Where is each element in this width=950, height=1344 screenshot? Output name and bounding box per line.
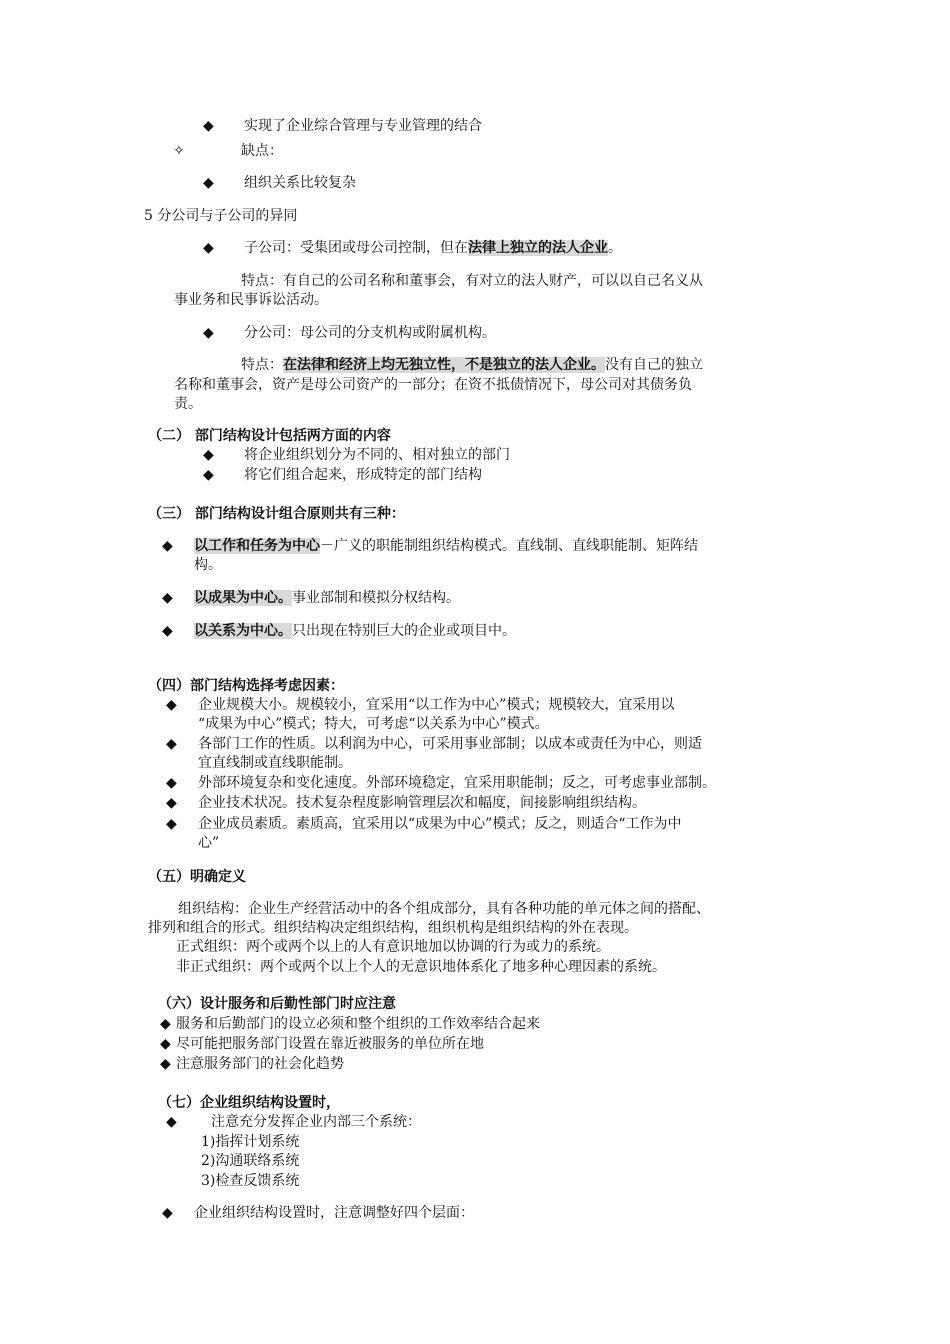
paragraph-line: 宜直线制或直线职能制。 <box>198 755 352 771</box>
highlight-text: 以成果为中心。 <box>194 590 292 606</box>
disadvantage-label: 缺点： <box>241 143 283 159</box>
section-heading: （四）部门结构选择考虑因素： <box>148 678 344 694</box>
highlight-text: 法律上独立的法人企业 <box>468 240 608 256</box>
list-item: 将它们组合起来，形成特定的部门结构 <box>244 467 482 483</box>
list-item: 实现了企业综合管理与专业管理的结合 <box>244 118 482 134</box>
highlight-text: 以工作和任务为中心 <box>194 538 320 554</box>
definition-line: 非正式组织：两个或两个以上个人的无意识地体系化了地多种心理因素的系统。 <box>176 959 666 975</box>
diamond-bullet-icon: ◆ <box>166 775 177 791</box>
definition-line: 组织结构：企业生产经营活动中的各个组成部分，具有各种功能的单元体之间的搭配、 <box>178 901 710 917</box>
diamond-bullet-icon: ◆ <box>166 816 177 832</box>
paragraph-line: 事业务和民事诉讼活动。 <box>174 292 328 308</box>
list-item: 各部门工作的性质。以利润为中心，可采用事业部制；以成本或责任为中心，则适 <box>198 736 702 752</box>
principle-line <box>194 537 698 556</box>
list-item: 服务和后勤部门的设立必须和整个组织的工作效率结合起来 <box>176 1016 540 1032</box>
diamond-bullet-icon: ◆ <box>203 447 214 463</box>
text: 子公司：受集团或母公司控制，但在 <box>244 240 468 256</box>
diamond-bullet-icon: ◆ <box>203 325 214 341</box>
section-heading: （二） 部门结构设计包括两方面的内容 <box>148 428 391 444</box>
section-heading: （五）明确定义 <box>148 869 246 885</box>
diamond-bullet-icon: ◆ <box>162 623 173 639</box>
list-item: 分公司：母公司的分支机构或附属机构。 <box>244 325 496 341</box>
paragraph-line: 责。 <box>174 396 202 412</box>
diamond-bullet-icon: ◆ <box>166 736 177 752</box>
principle-line <box>194 589 460 608</box>
text: 特点： <box>241 357 283 373</box>
paragraph-line: “成果为中心”模式；特大，可考虑“以关系为中心”模式。 <box>198 716 549 732</box>
diamond-bullet-icon: ◆ <box>166 697 177 713</box>
section-heading: 5 分公司与子公司的异同 <box>144 208 298 224</box>
principle-line <box>194 622 516 641</box>
diamond-bullet-icon: ◆ <box>160 1036 171 1052</box>
definition-line: 排列和组合的形式。组织结构决定组织结构，组织机构是组织结构的外在表现。 <box>148 920 638 936</box>
section-heading: （六）设计服务和后勤性部门时应注意 <box>158 996 396 1012</box>
diamond-bullet-icon: ◆ <box>166 795 177 811</box>
diamond-bullet-icon: ◆ <box>160 1016 171 1032</box>
list-item: 企业规模大小。规模较小，宜采用“以工作为中心”模式；规模较大，宜采用以 <box>198 697 675 713</box>
branch-feature-line <box>241 356 703 375</box>
paragraph-line: 特点：有自己的公司名称和董事会，有对立的法人财产，可以以自己名义从 <box>241 273 703 289</box>
highlight-text: 以关系为中心。 <box>194 623 292 639</box>
diamond-bullet-icon: ◆ <box>160 1056 171 1072</box>
section-heading: （三） 部门结构设计组合原则共有三种： <box>148 506 405 522</box>
list-item: 企业成员素质。素质高，宜采用以“成果为中心”模式；反之，则适合“工作为中 <box>198 816 682 832</box>
text: 。 <box>608 240 622 256</box>
list-item: 组织关系比较复杂 <box>244 175 356 191</box>
text: 没有自己的独立 <box>605 357 703 373</box>
diamond-bullet-icon: ◆ <box>203 467 214 483</box>
list-item: 注意充分发挥企业内部三个系统： <box>211 1114 421 1130</box>
diamond-bullet-icon: ◆ <box>203 175 214 191</box>
system-item: 1)指挥计划系统 <box>201 1134 300 1150</box>
diamond-bullet-icon: ◆ <box>162 590 173 606</box>
list-item: 外部环境复杂和变化速度。外部环境稳定，宜采用职能制；反之，可考虑事业部制。 <box>198 775 716 791</box>
diamond-bullet-icon: ◆ <box>162 1205 173 1221</box>
paragraph-line: 构。 <box>194 557 222 573</box>
text: 事业部制和模拟分权结构。 <box>292 590 460 606</box>
paragraph-line: 名称和董事会，资产是母公司资产的一部分；在资不抵债情况下，母公司对其债务负 <box>174 377 692 393</box>
list-item: 注意服务部门的社会化趋势 <box>176 1056 344 1072</box>
definition-line: 正式组织：两个或两个以上的人有意识地加以协调的行为或力的系统。 <box>176 939 610 955</box>
diamond-bullet-icon: ◆ <box>166 1114 177 1130</box>
list-item: 企业组织结构设置时，注意调整好四个层面： <box>194 1205 474 1221</box>
text: －广义的职能制组织结构模式。直线制、直线职能制、矩阵结 <box>320 538 698 554</box>
subsidiary-line <box>244 239 622 258</box>
paragraph-line: 心” <box>198 835 220 851</box>
system-item: 3)检查反馈系统 <box>201 1173 300 1189</box>
system-item: 2)沟通联络系统 <box>201 1153 300 1169</box>
open-star-bullet-icon: ✧ <box>173 143 185 159</box>
diamond-bullet-icon: ◆ <box>162 538 173 554</box>
highlight-text: 在法律和经济上均无独立性，不是独立的法人企业。 <box>283 357 605 373</box>
list-item: 尽可能把服务部门设置在靠近被服务的单位所在地 <box>176 1036 484 1052</box>
diamond-bullet-icon: ◆ <box>203 240 214 256</box>
list-item: 企业技术状况。技术复杂程度影响管理层次和幅度，间接影响组织结构。 <box>198 795 646 811</box>
section-heading: （七）企业组织结构设置时， <box>158 1095 340 1111</box>
list-item: 将企业组织划分为不同的、相对独立的部门 <box>244 447 510 463</box>
text: 只出现在特别巨大的企业或项目中。 <box>292 623 516 639</box>
diamond-bullet-icon: ◆ <box>203 118 214 134</box>
